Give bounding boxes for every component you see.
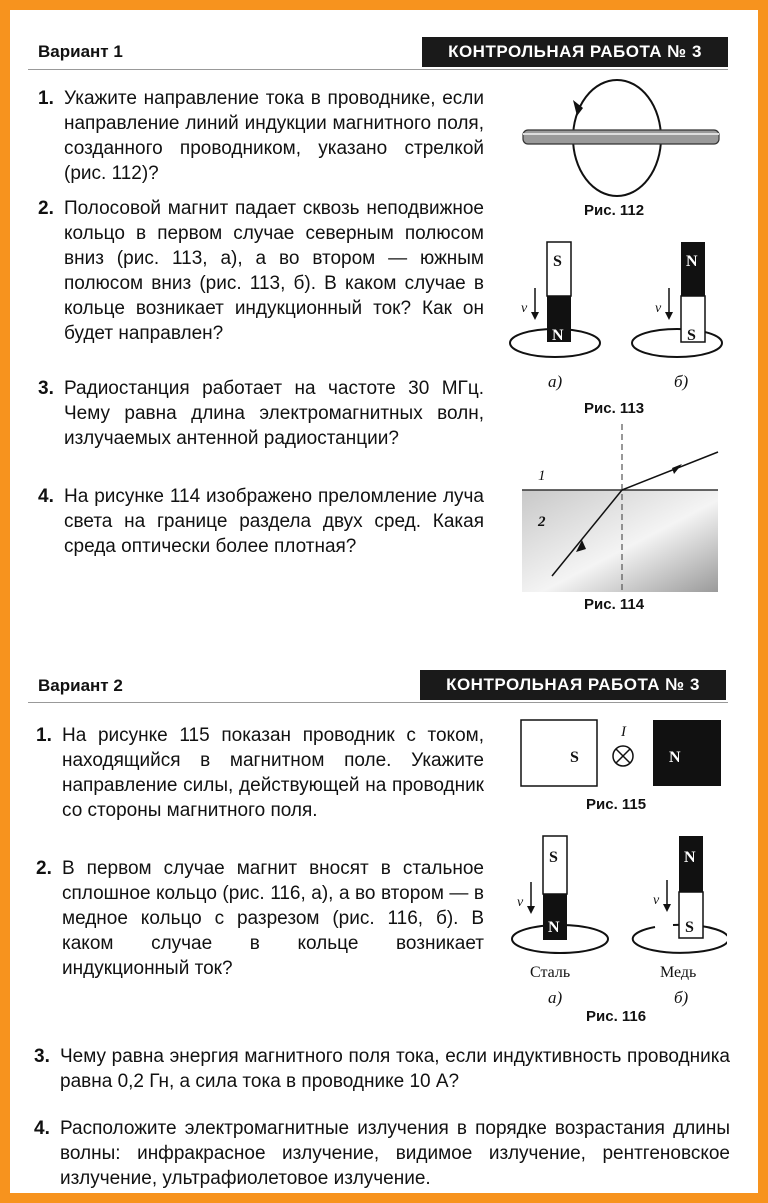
variant1-label: Вариант 1 [38, 42, 123, 61]
v1-task-1 [38, 86, 484, 186]
fig114-medium-1: 1 [538, 468, 546, 484]
worksheet-page [10, 10, 758, 1193]
v1-task-3 [38, 376, 484, 451]
v1-task-2 [38, 196, 484, 346]
v2-task-4-text: Расположите электромагнитные излучения в порядке возрастания длины волны: инфракрасное излучение, видимое излучение, рентгеновское излучение, ультрафиолетовое излучение. [60, 1118, 730, 1189]
v1-task-3-text: Радиостанция работает на частоте 30 МГц. Чему равна длина электромагнитных волн, излучаемых антенной радиостанции? [64, 378, 484, 449]
fig115-current-label: I [621, 724, 626, 740]
fig114-medium-2: 2 [538, 514, 546, 530]
fig116-rings-diagram [505, 824, 727, 966]
fig113b-pole-top: N [686, 253, 698, 270]
v1-task-2-text: Полосовой магнит падает сквозь неподвижное кольцо в первом случае северным полюсом вниз (рис. 113, а), а во втором — южным полюсом вниз (рис. 113, б). В каком случае в кольце возникает индукционный ток? Как он будет направлен? [64, 198, 484, 344]
fig116-ring-a-label: Сталь [530, 964, 571, 981]
v2-task-2 [36, 856, 484, 981]
variant1-banner: КОНТРОЛЬНАЯ РАБОТА № 3 [422, 37, 728, 67]
fig113a-velocity: v [521, 301, 528, 316]
variant1-header-rule [28, 69, 728, 70]
fig112-conductor-diagram [515, 76, 725, 206]
fig115-pole-n: N [669, 749, 681, 766]
v2-task-1 [36, 723, 484, 823]
fig113-magnets-diagram [505, 228, 725, 368]
variant2-header-rule [28, 702, 728, 703]
variant2-banner: КОНТРОЛЬНАЯ РАБОТА № 3 [420, 670, 726, 700]
fig116b-pole-top: N [684, 849, 696, 866]
v2-task-2-number: 2. [36, 858, 52, 879]
v2-task-4-number: 4. [34, 1118, 50, 1139]
fig115-pole-s: S [570, 749, 579, 766]
fig116b-velocity: v [653, 893, 660, 908]
fig115-field-diagram [515, 712, 725, 794]
fig116-ring-b-label: Медь [660, 964, 697, 981]
fig112-caption: Рис. 112 [584, 202, 645, 219]
v1-task-4-text: На рисунке 114 изображено преломление луча света на границе раздела двух сред. Какая среда оптически более плотная? [64, 486, 484, 557]
fig115-caption: Рис. 115 [586, 796, 647, 813]
fig113-caption: Рис. 113 [584, 400, 645, 417]
fig116a-pole-top: S [549, 849, 558, 866]
v2-task-1-text: На рисунке 115 показан проводник с током, находящийся в магнитном поле. Укажите направление силы, действующей на проводник со стороны магнитного поля. [62, 725, 484, 821]
v2-task-3 [34, 1044, 730, 1094]
v2-task-2-text: В первом случае магнит вносят в стальное сплошное кольцо (рис. 116, а), а во втором — в медное кольцо с разрезом (рис. 116, б). В каком случае в кольце возникает индукционный ток? [62, 858, 484, 979]
fig113b-velocity: v [655, 301, 662, 316]
fig113a-pole-top: S [553, 253, 562, 270]
v1-task-3-number: 3. [38, 378, 54, 399]
fig116a-pole-bottom: N [548, 919, 560, 936]
v1-task-4 [38, 484, 484, 559]
fig116b-pole-bottom: S [685, 919, 694, 936]
v1-task-1-number: 1. [38, 88, 54, 109]
fig113b-pole-bottom: S [687, 327, 696, 344]
fig116-sub-a: а) [548, 988, 563, 1007]
variant2-label: Вариант 2 [38, 676, 123, 695]
fig114-refraction-diagram [522, 424, 728, 594]
v2-task-3-number: 3. [34, 1046, 50, 1067]
v2-task-3-text: Чему равна энергия магнитного поля тока, если индуктивность проводника равна 0,2 Гн, а сила тока в проводнике 10 А? [60, 1046, 730, 1092]
fig113a-pole-bottom: N [552, 327, 564, 344]
v2-task-1-number: 1. [36, 725, 52, 746]
fig114-caption: Рис. 114 [584, 596, 645, 613]
v1-task-1-text: Укажите направление тока в проводнике, если направление линий индукции магнитного поля, созданного проводником, указано стрелкой (рис. 112)? [64, 88, 484, 184]
fig116a-velocity: v [517, 895, 524, 910]
fig116-sub-b: б) [674, 988, 689, 1007]
v2-task-4 [34, 1116, 730, 1191]
fig113-sub-a: а) [548, 372, 563, 391]
fig113-sub-b: б) [674, 372, 689, 391]
v1-task-4-number: 4. [38, 486, 54, 507]
fig116-caption: Рис. 116 [586, 1008, 647, 1025]
v1-task-2-number: 2. [38, 198, 54, 219]
